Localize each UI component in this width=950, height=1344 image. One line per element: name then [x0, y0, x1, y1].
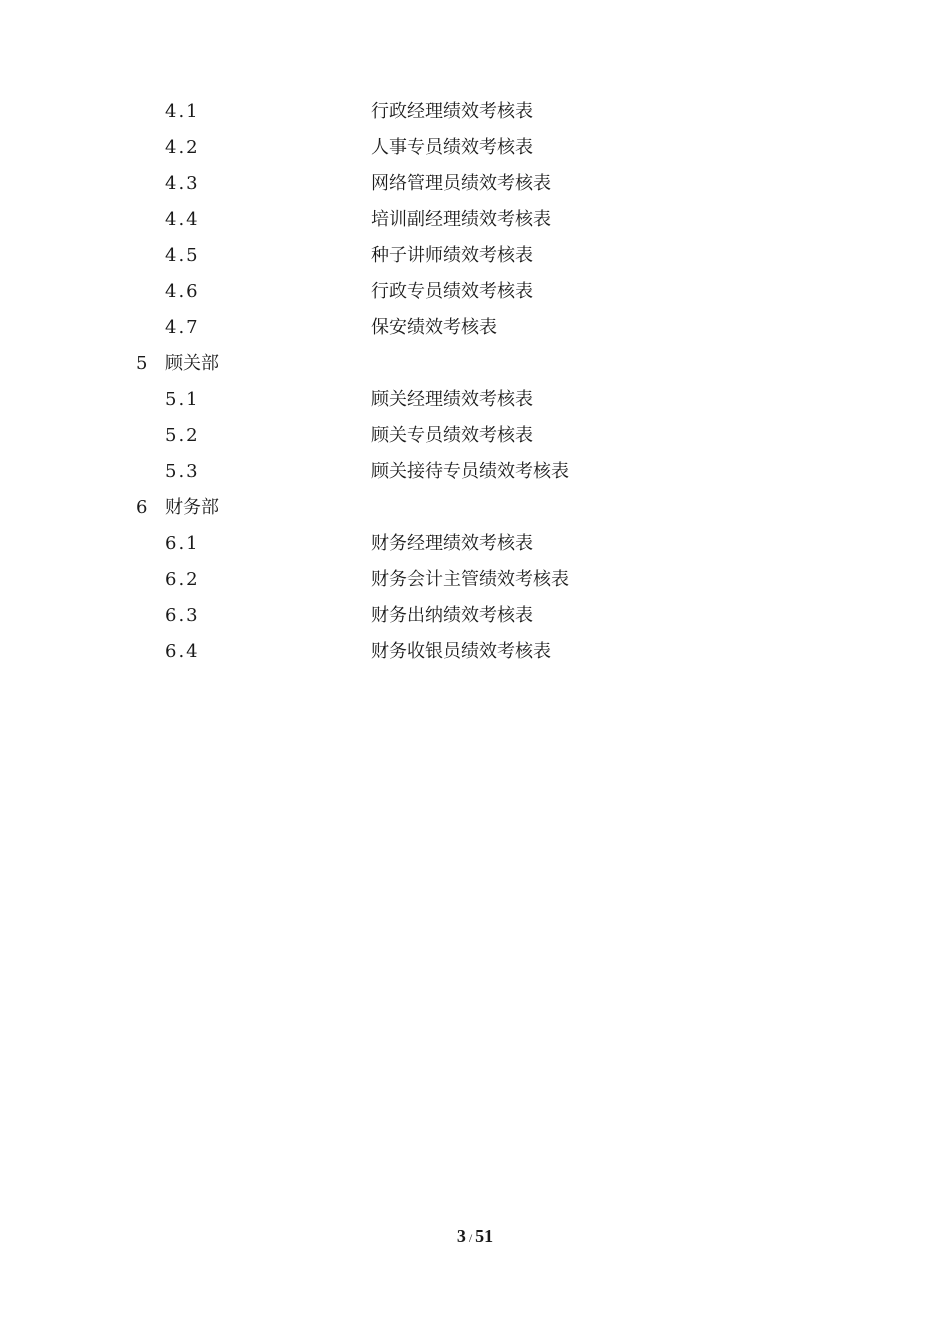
toc-entry[interactable]: [0, 418, 950, 454]
toc-entry-number: 4.1: [165, 101, 200, 122]
toc-entry[interactable]: [0, 202, 950, 238]
toc-entry-title: 行政经理绩效考核表: [371, 101, 533, 122]
table-of-contents: [0, 94, 950, 670]
toc-entry[interactable]: [0, 310, 950, 346]
toc-section-number: 5: [136, 353, 148, 374]
toc-entry-title: 财务收银员绩效考核表: [371, 641, 551, 662]
toc-section-heading[interactable]: [0, 490, 950, 526]
toc-entry[interactable]: [0, 562, 950, 598]
toc-entry-title: 行政专员绩效考核表: [371, 281, 533, 302]
toc-entry-title: 种子讲师绩效考核表: [371, 245, 533, 266]
toc-entry-title: 顾关经理绩效考核表: [371, 389, 533, 410]
toc-section-number: 6: [136, 497, 148, 518]
toc-entry-title: 财务会计主管绩效考核表: [371, 569, 569, 590]
current-page-number: 3: [456, 1226, 466, 1246]
toc-entry[interactable]: [0, 526, 950, 562]
toc-entry-number: 4.6: [165, 281, 200, 302]
toc-section-heading[interactable]: [0, 346, 950, 382]
toc-entry[interactable]: [0, 130, 950, 166]
toc-entry-number: 6.1: [165, 533, 200, 554]
toc-section-title: 顾关部: [165, 353, 219, 374]
toc-entry-title: 财务经理绩效考核表: [371, 533, 533, 554]
toc-entry-number: 4.7: [165, 317, 200, 338]
total-page-count: 51: [475, 1226, 494, 1246]
toc-entry[interactable]: [0, 238, 950, 274]
toc-entry-title: 保安绩效考核表: [371, 317, 497, 338]
toc-entry[interactable]: [0, 598, 950, 634]
toc-entry-title: 顾关接待专员绩效考核表: [371, 461, 569, 482]
toc-entry-title: 网络管理员绩效考核表: [371, 173, 551, 194]
toc-entry[interactable]: [0, 94, 950, 130]
toc-entry-number: 5.1: [165, 389, 200, 410]
toc-entry-title: 财务出纳绩效考核表: [371, 605, 533, 626]
toc-section-title: 财务部: [165, 497, 219, 518]
page-number-separator: /: [468, 1231, 473, 1245]
toc-entry-title: 人事专员绩效考核表: [371, 137, 533, 158]
toc-entry-number: 5.2: [165, 425, 200, 446]
toc-entry[interactable]: [0, 382, 950, 418]
toc-entry[interactable]: [0, 166, 950, 202]
toc-entry-title: 顾关专员绩效考核表: [371, 425, 533, 446]
toc-entry-number: 6.4: [165, 641, 200, 662]
toc-entry-number: 4.4: [165, 209, 200, 230]
toc-entry[interactable]: [0, 274, 950, 310]
toc-entry-number: 6.2: [165, 569, 200, 590]
toc-entry[interactable]: [0, 454, 950, 490]
toc-entry-number: 4.5: [165, 245, 200, 266]
toc-entry-number: 6.3: [165, 605, 200, 626]
toc-entry-number: 4.2: [165, 137, 200, 158]
toc-entry-number: 4.3: [165, 173, 200, 194]
page-number-footer: [0, 1226, 950, 1247]
toc-entry-number: 5.3: [165, 461, 200, 482]
toc-entry[interactable]: [0, 634, 950, 670]
toc-entry-title: 培训副经理绩效考核表: [371, 209, 551, 230]
